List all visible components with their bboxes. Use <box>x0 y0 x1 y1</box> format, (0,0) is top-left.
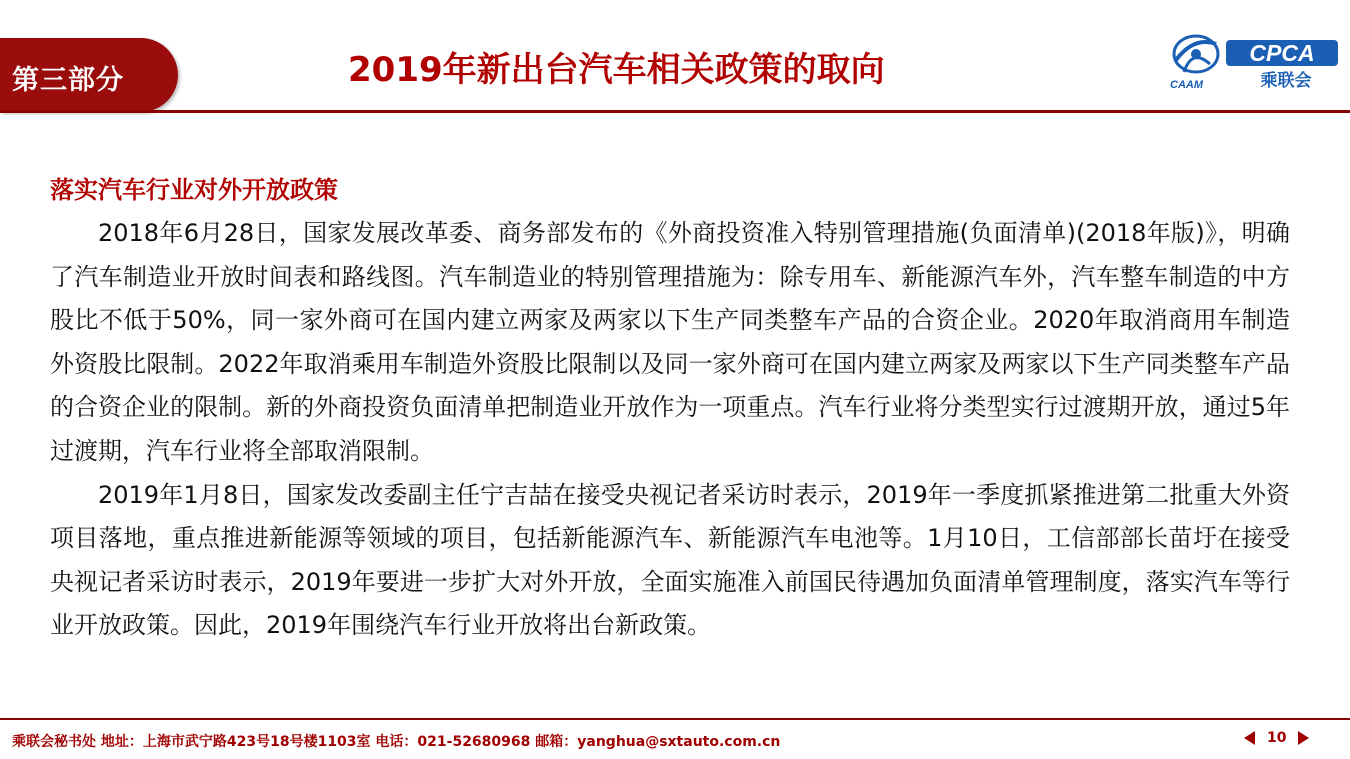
page-title: 2019年新出台汽车相关政策的取向 <box>348 50 885 90</box>
section-badge-label: 第三部分 <box>12 65 124 96</box>
cpca-logo-icon <box>1224 38 1340 90</box>
footer-contact: 乘联会秘书处 地址：上海市武宁路423号18号楼1103室 电话：021-52680968 邮箱：yanghua@sxtauto.com.cn <box>12 734 781 750</box>
header-divider <box>0 110 1350 113</box>
page-number: 10 <box>1267 730 1287 746</box>
footer-divider <box>0 718 1350 720</box>
body-paragraph-2: 2019年1月8日，国家发改委副主任宁吉喆在接受央视记者采访时表示，2019年一季度抓紧推进第二批重大外资项目落地，重点推进新能源等领域的项目，包括新能源汽车、新能源汽车电池等。1月10日，工信部部长苗圩在接受央视记者采访时表示，2019年要进一步扩大对外开放，全面实施准入前国民待遇加负面清单管理制度，落实汽车等行业开放政策。因此，2019年围绕汽车行业开放将出台新政策。 <box>50 480 1290 640</box>
caam-logo-icon <box>1166 30 1222 92</box>
section-subheading: 落实汽车行业对外开放政策 <box>50 176 338 204</box>
cpca-logo-subtext: 乘联会 <box>1260 71 1312 90</box>
body-paragraph-1: 2018年6月28日，国家发展改革委、商务部发布的《外商投资准入特别管理措施(负面清单)(2018年版)》，明确了汽车制造业开放时间表和路线图。汽车制造业的特别管理措施为：除专用车、新能源汽车外，汽车整车制造的中方股比不低于50%，同一家外商可在国内建立两家及两家以下生产同类整车产品的合资企业。2020年取消商用车制造外资股比限制。2022年取消乘用车制造外资股比限制以及同一家外商可在国内建立两家及两家以下生产同类整车产品的合资企业的限制。新的外商投资负面清单把制造业开放作为一项重点。汽车行业将分类型实行过渡期开放，通过5年过渡期，汽车行业将全部取消限制。 <box>50 219 1290 465</box>
caam-logo-text: CAAM <box>1170 79 1203 91</box>
cpca-logo-text: CPCA <box>1249 40 1315 66</box>
pager <box>1244 730 1309 746</box>
prev-page-icon[interactable] <box>1244 731 1255 745</box>
section-badge <box>0 38 178 112</box>
main-content <box>50 168 1290 648</box>
next-page-icon[interactable] <box>1298 731 1309 745</box>
